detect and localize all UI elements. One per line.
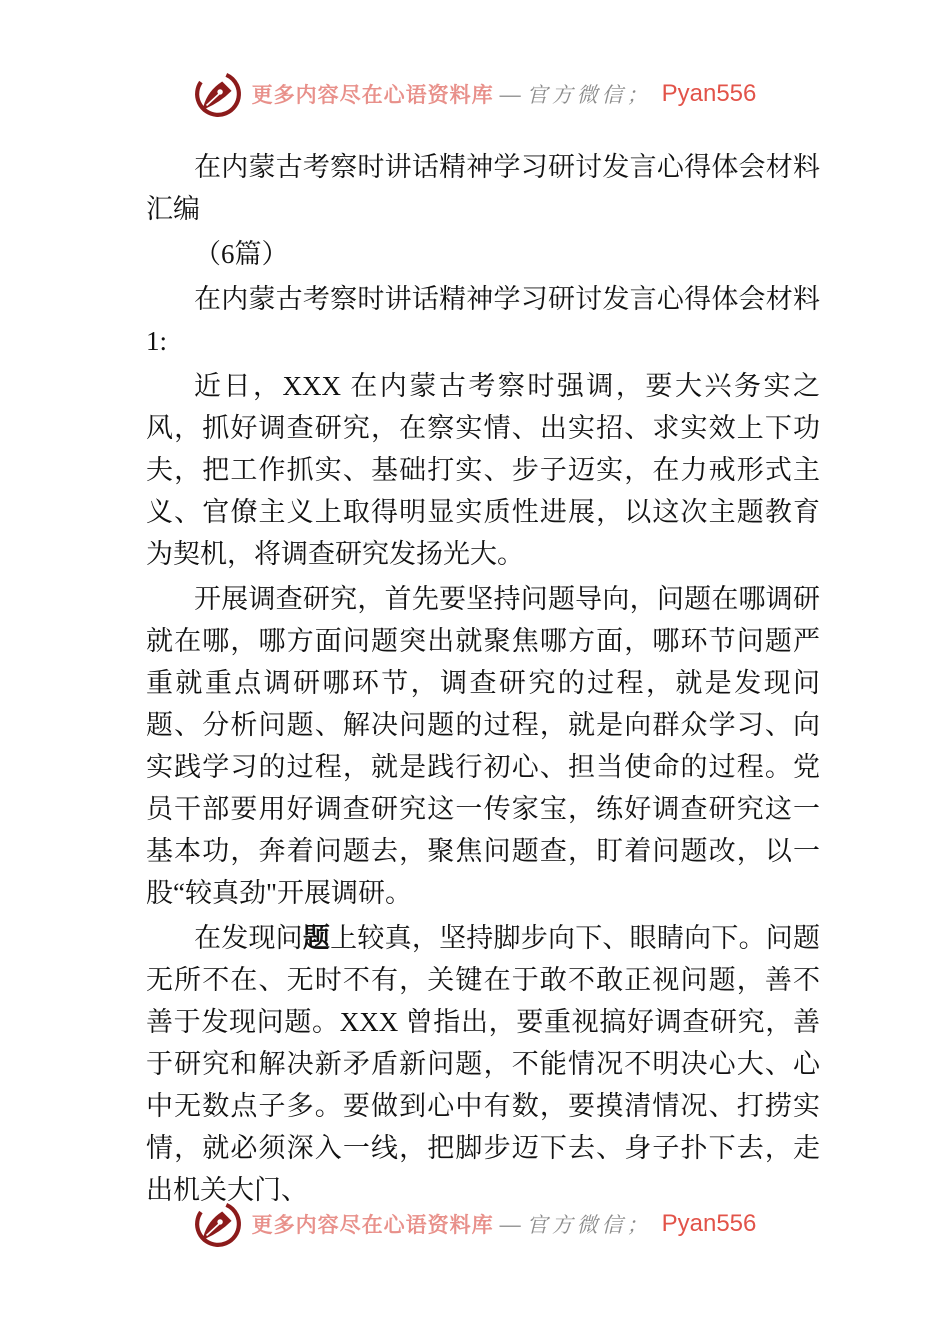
document-body [146,146,820,1211]
watermark-wechat-id: Pyan556 [661,1210,757,1237]
paragraph: 开展调查研究，首先要坚持问题导向，问题在哪调研就在哪，哪方面问题突出就聚焦哪方面，哪环节问题严重就重点调研哪环节，调查研究的过程，就是发现问题、分析问题、解决问题的过程，就是向群众学习、向实践学习的过程，就是践行初心、担当使命的过程。党员干部要用好调查研究这一传家宝，练好调查研究这一基本功，奔着问题去，聚焦问题查，盯着问题改，以一股“较真劲"开展调研。 [146,584,820,908]
paragraph: 近日，XXX 在内蒙古考察时强调，要大兴务实之风，抓好调查研究，在察实情、出实招、求实效上下功夫，把工作抓实、基础打实、步子迈实，在力戒形式主义、官僚主义上取得明显实质性进展，以这次主题教育为契机，将调查研究发扬光大。 [146,371,820,569]
header-watermark [0,70,950,118]
paragraph-bold-char: 题 [302,923,331,953]
watermark-dash: — [499,81,521,106]
section-heading: 在内蒙古考察时讲话精神学习研讨发言心得体会材料1: [146,284,820,356]
paragraph-text: 在发现问 [194,923,303,953]
document-title: 在内蒙古考察时讲话精神学习研讨发言心得体会材料汇编 [146,152,820,224]
paragraph [146,917,820,1211]
watermark-brand-text: 更多内容尽在心语资料库 [251,1213,494,1237]
paragraph-text: 上较真，坚持脚步向下、眼睛向下。问题无所不在、无时不有，关键在于敢不敢正视问题，善不善于发现问题。XXX 曾指出，要重视搞好调查研究，善于研究和解决新矛盾新问题，不能情况不明决心大、心中无数点子多。要做到心中有数，要摸清情况、打捞实情，就必须深入一线，把脚步迈下去、身子扑下去，走出机关大门、 [146,923,821,1205]
piece-count: （6篇） [194,239,289,269]
watermark-wechat-label: 官方微信； [526,1213,652,1237]
footer-watermark [0,1200,950,1248]
watermark-wechat-id: Pyan556 [661,80,757,107]
pen-nib-logo-icon [194,1200,242,1248]
watermark-wechat-label: 官方微信； [526,83,652,107]
pen-nib-logo-icon [194,70,242,118]
watermark-brand-text: 更多内容尽在心语资料库 [251,83,494,107]
watermark-dash: — [499,1211,521,1236]
